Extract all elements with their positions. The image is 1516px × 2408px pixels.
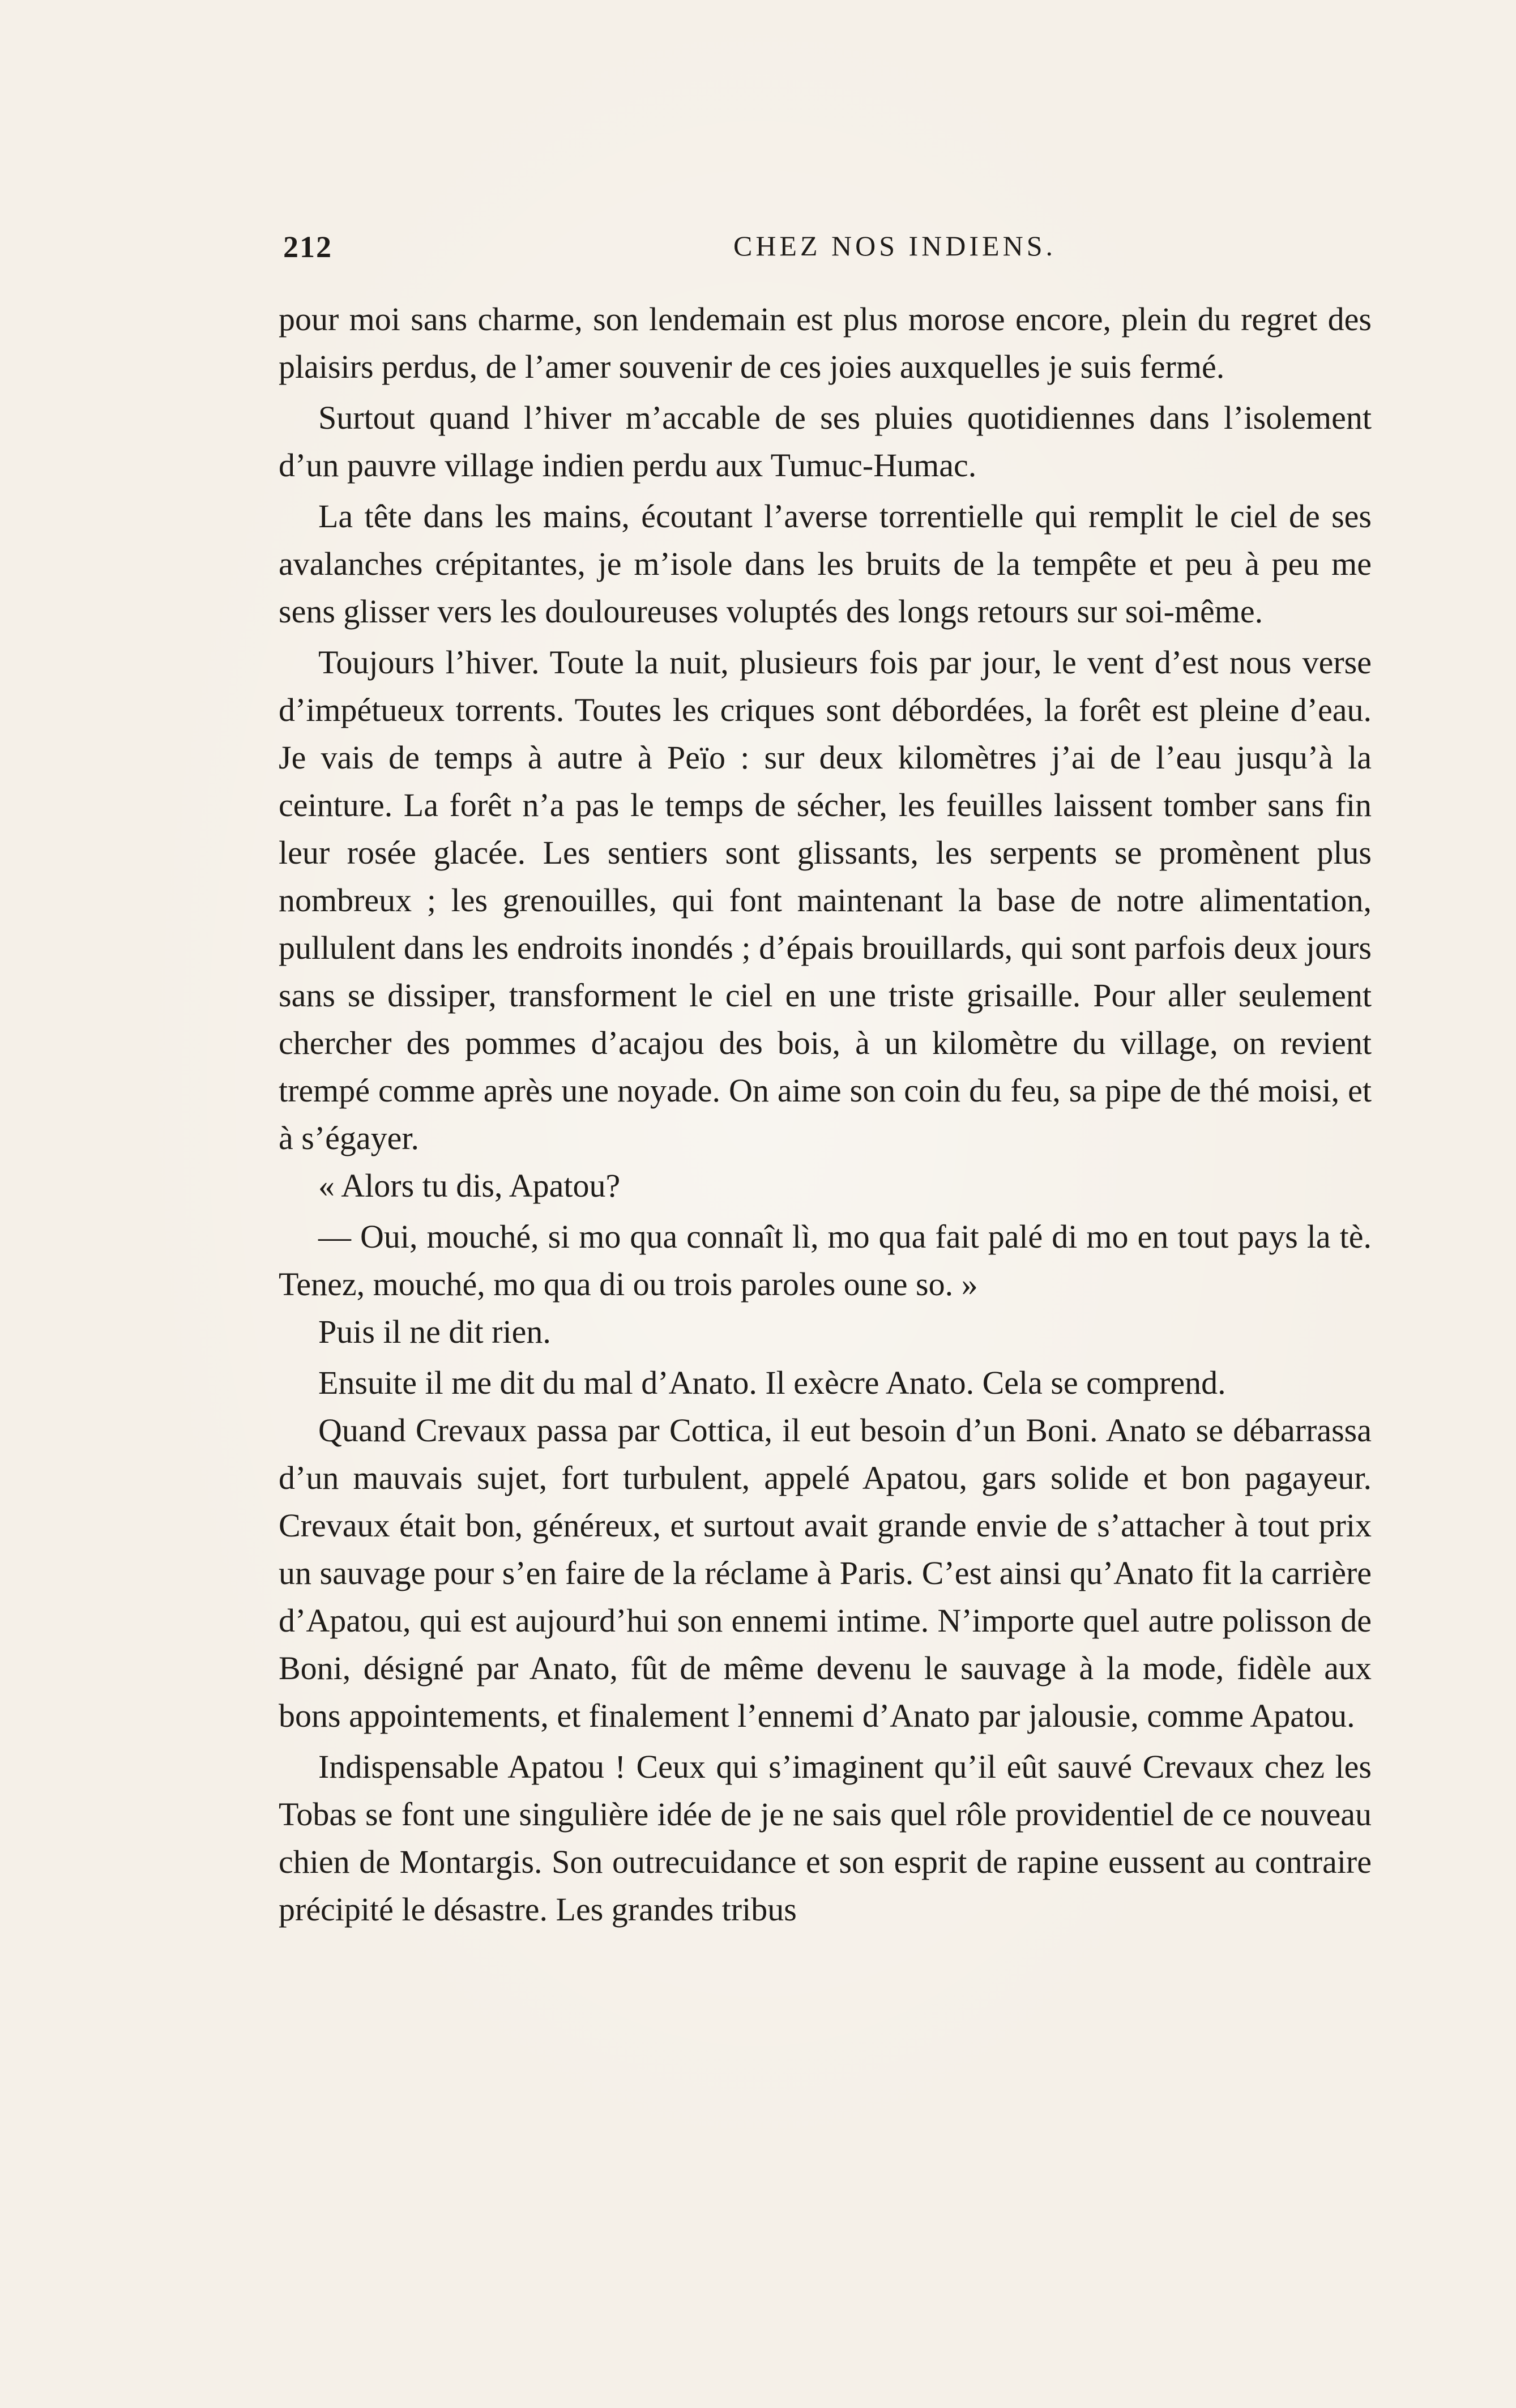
paragraph: pour moi sans charme, son lendemain est plus morose encore, plein du regret des plaisirs perdus, de l’amer souvenir de ces joies auxquelles je suis fermé. [279,301,1372,385]
dialogue-line: « Alors tu dis, Apatou? [318,1167,621,1204]
paragraph: La tête dans les mains, écoutant l’averse torrentielle qui remplit le ciel de ses avalanches crépitantes, je m’isole dans les bruits de la tempête et peu à peu me sens glisser vers les douloureuses voluptés des longs retours sur soi-même. [279,498,1372,630]
paragraph: Surtout quand l’hiver m’accable de ses pluies quotidiennes dans l’isolement d’un pauvre village indien perdu aux Tumuc-Humac. [279,399,1372,484]
paragraph: Ensuite il me dit du mal d’Anato. Il exècre Anato. Cela se comprend. [318,1364,1226,1401]
paragraph: Quand Crevaux passa par Cottica, il eut besoin d’un Boni. Anato se débarrassa d’un mauvais sujet, fort turbulent, appelé Apatou, gars solide et bon pagayeur. Crevaux était bon, généreux, et surtout avait grande envie de s’attacher à tout prix un sauvage pour s’en faire de la réclame à Paris. C’est ainsi qu’Anato fit la carrière d’Apatou, qui est aujourd’hui son ennemi intime. N’importe quel autre polisson de Boni, désigné par Anato, fût de même devenu le sauvage à la mode, fidèle aux bons appointements, et finalement l’ennemi d’Anato par jalousie, comme Apatou. [279,1412,1372,1734]
running-title: CHEZ NOS INDIENS. [733,230,1057,262]
paragraph: Puis il ne dit rien. [318,1313,551,1350]
dialogue-line: — Oui, mouché, si mo qua connaît lì, mo qua fait palé di mo en tout pays la tè. Tenez, mouché, mo qua di ou trois paroles oune so. » [279,1218,1372,1303]
paragraph: Toujours l’hiver. Toute la nuit, plusieurs fois par jour, le vent d’est nous verse d’impétueux torrents. Toutes les criques sont débordées, la forêt est pleine d’eau. Je vais de temps à autre à Peïo : sur deux kilomètres j’ai de l’eau jusqu’à la ceinture. La forêt n’a pas le temps de sécher, les feuilles laissent tomber sans fin leur rosée glacée. Les sentiers sont glissants, les serpents se promènent plus nombreux ; les grenouilles, qui font maintenant la base de notre alimentation, pullulent dans les endroits inondés ; d’épais brouillards, qui sont parfois deux jours sans se dissiper, transforment le ciel en une triste grisaille. Pour aller seulement chercher des pommes d’acajou des bois, à un kilomètre du village, on revient trempé comme après une noyade. On aime son coin du feu, sa pipe de thé moisi, et à s’égayer. [279,644,1372,1156]
paragraph: Indispensable Apatou ! Ceux qui s’imaginent qu’il eût sauvé Crevaux chez les Tobas se font une singulière idée de je ne sais quel rôle providentiel de ce nouveau chien de Montargis. Son outrecuidance et son esprit de rapine eussent au contraire précipité le désastre. Les grandes tribus [279,1748,1372,1928]
body-text [279,296,1372,1933]
running-head [283,229,1359,275]
page-number: 212 [283,230,332,264]
